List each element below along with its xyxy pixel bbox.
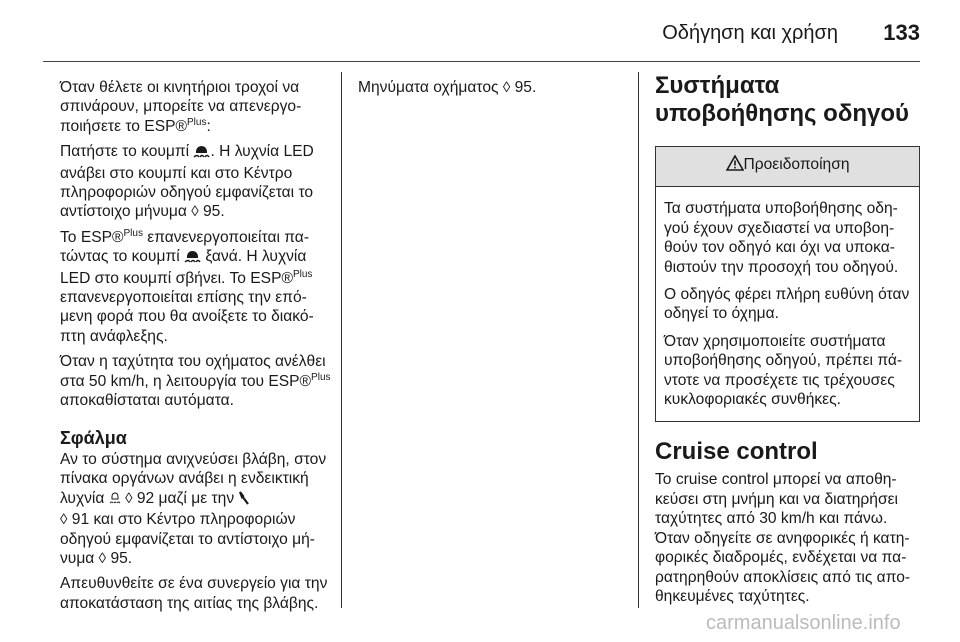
running-title: Οδήγηση και χρήση (662, 22, 838, 44)
column-divider (638, 72, 639, 608)
column-3 (655, 72, 920, 612)
paragraph: Μηνύματα οχήματος ◊ 95. (358, 79, 537, 96)
warning-title: Προειδοποίηση (743, 156, 850, 173)
paragraph: Το cruise control μπορεί να αποθηκεύσει στη μνήμη και να διατηρήσει ταχύτητες από 30 km/h και πάνω. Όταν οδηγείτε σε ανηφορικές ή κατηφορικές διαδρομές, ενδέχεται να παρατηρηθούν αποκλίσεις από τις αποθηκευμένες ταχύτητες. (655, 471, 911, 605)
column-divider (341, 72, 342, 608)
esp-off-icon (193, 144, 210, 163)
esp-warning-icon (109, 491, 121, 510)
paragraph: Πατήστε το κουμπί . Η λυχνία LED ανάβει στο κουμπί και στο Κέντρο πληροφοριών οδηγού εμφανίζεται το αντίστοιχο μήνυμα ◊ 95. (60, 143, 314, 221)
paragraph: Απευθυνθείτε σε ένα συνεργείο για την αποκατάσταση της αιτίας της βλάβης. (60, 575, 328, 612)
wrench-icon (238, 491, 250, 510)
fault-heading: Σφάλμα (60, 427, 127, 448)
page-header (0, 0, 960, 62)
warning-paragraph: Ο οδηγός φέρει πλήρη ευθύνη όταν οδηγεί το όχημα. (664, 286, 910, 323)
reference-arrow-icon: ◊ (191, 203, 199, 221)
header-rule (43, 61, 920, 62)
page-number: 133 (883, 20, 920, 45)
column-1 (60, 78, 332, 619)
reference-arrow-icon: ◊ (98, 549, 107, 567)
paragraph: Όταν θέλετε οι κινητήριοι τροχοί να σπινάρουν, μπορείτε να απενεργοποιήσετε το ESP®$^{Plus}$: (60, 79, 302, 135)
paragraph: Το ESP®$^{Plus}$ επανενεργοποιείται πατώντας το κουμπί ξανά. Η λυχνία LED στο κουμπί σβήνει. Το ESP®$^{Plus}$ επανενεργοποιείται επίσης την επόμενη φορά που θα ανοίξετε το διακόπτη ανάφλεξης. (60, 227, 314, 345)
warning-body (656, 187, 919, 421)
column-2 (358, 78, 620, 103)
warning-header (656, 147, 919, 187)
esp-off-icon (184, 249, 201, 268)
reference-arrow-icon: ◊ (60, 511, 68, 529)
warning-paragraph: Τα συστήματα υποβοήθησης οδηγού έχουν σχεδιαστεί να υποβοηθούν τον οδηγό και όχι να υποκαθιστούν την προσοχή του οδηγού. (664, 200, 899, 276)
reference-arrow-icon: ◊ (125, 489, 133, 507)
warning-box (655, 146, 920, 422)
cruise-control-heading: Cruise control (655, 438, 818, 466)
warning-triangle-icon (726, 155, 744, 176)
paragraph: Αν το σύστημα ανιχνεύσει βλάβη, στον πίνακα οργάνων ανάβει η ενδεικτική λυχνία ◊ 92 μαζί με την ◊ 91 και στο Κέντρο πληροφοριών οδηγού εμφανίζεται το αντίστοιχο μήνυμα ◊ 95. (60, 450, 327, 567)
warning-paragraph: Όταν χρησιμοποιείτε συστήματα υποβοήθησης οδηγού, πρέπει πάντοτε να προσέχετε τις τρέχουσες κυκλοφοριακές συνθήκες. (664, 332, 903, 409)
section-title: Συστήματα υποβοήθησης οδηγού (655, 72, 910, 127)
watermark: carmanualsonline.info (706, 612, 901, 634)
paragraph: Όταν η ταχύτητα του οχήματος ανέλθει στα 50 km/h, η λειτουργία του ESP®$^{Plus}$ αποκαθίσταται αυτόματα. (60, 353, 331, 410)
reference-arrow-icon: ◊ (502, 79, 511, 96)
